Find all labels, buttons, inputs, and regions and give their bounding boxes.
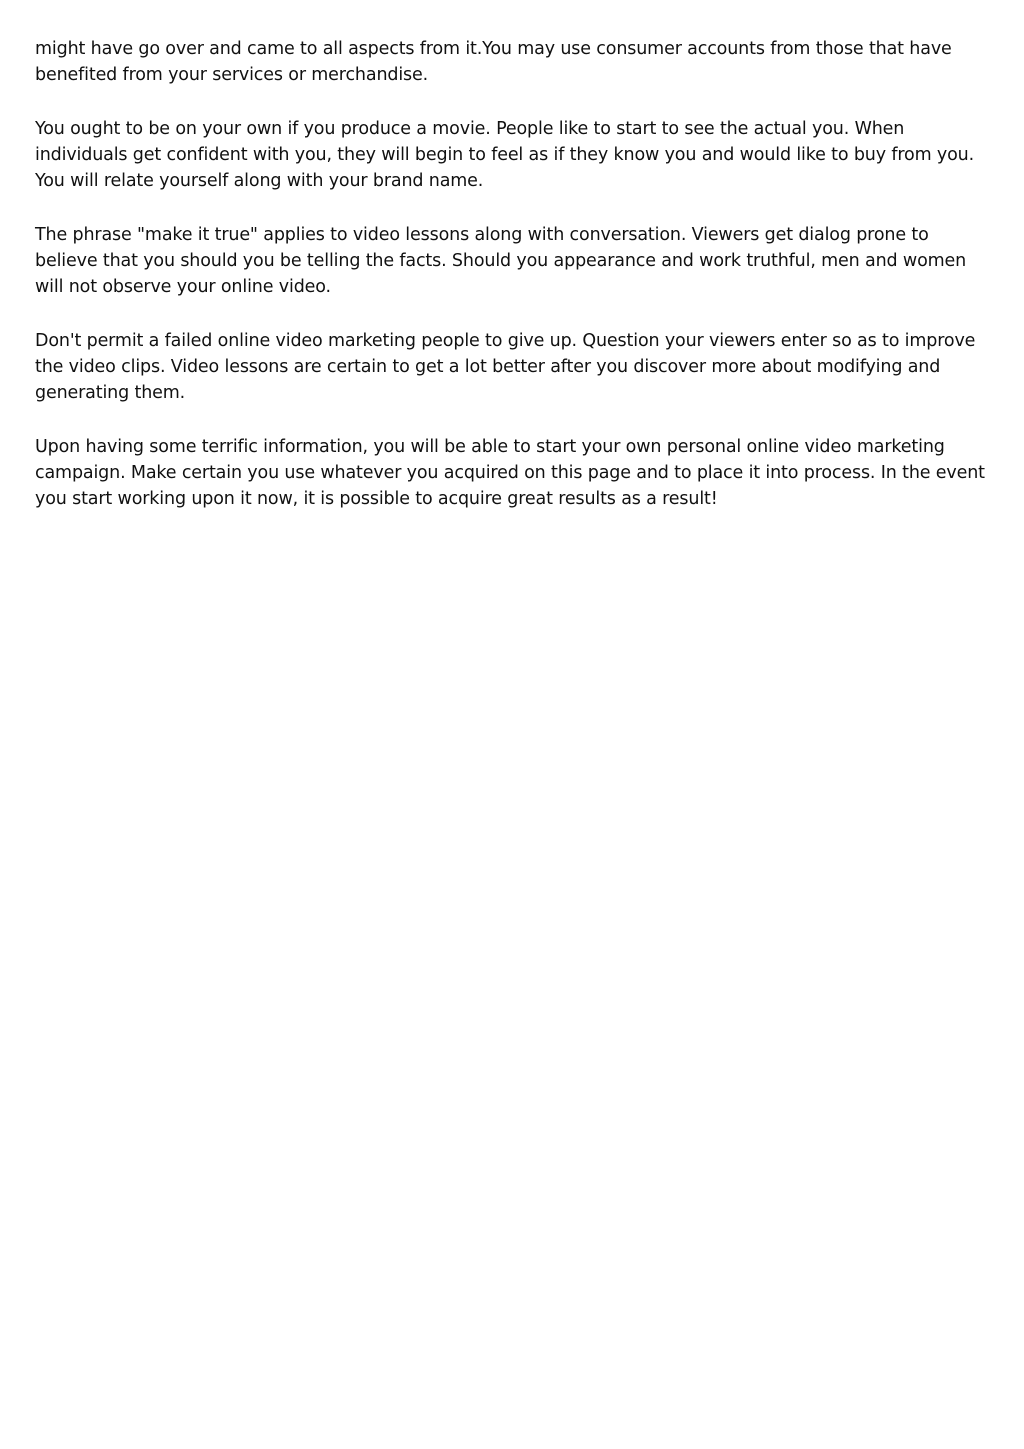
paragraph-make-it-true: The phrase "make it true" applies to video lessons along with conversation. Viewers get dialog prone to believe that you should you be telling the facts. Should you appearance and work truthful, men and women will not observe your online video. <box>35 225 967 297</box>
paragraph-continuation: might have go over and came to all aspects from it.You may use consumer accounts from those that have benefited from your services or merchandise. <box>35 39 952 85</box>
paragraph-dont-give-up: Don't permit a failed online video marketing people to give up. Question your viewers enter so as to improve the video clips. Video lessons are certain to get a lot better after you discover more about modifying and generating them. <box>35 331 976 403</box>
paragraph-be-yourself: You ought to be on your own if you produce a movie. People like to start to see the actual you. When individuals get confident with you, they will begin to feel as if they know you and would like to buy from you. You will relate yourself along with your brand name. <box>35 119 975 191</box>
paragraph-conclusion: Upon having some terrific information, you will be able to start your own personal online video marketing campaign. Make certain you use whatever you acquired on this page and to place it into process. In the event you start working upon it now, it is possible to acquire great results as a result! <box>35 437 985 509</box>
document-page <box>35 36 990 540</box>
